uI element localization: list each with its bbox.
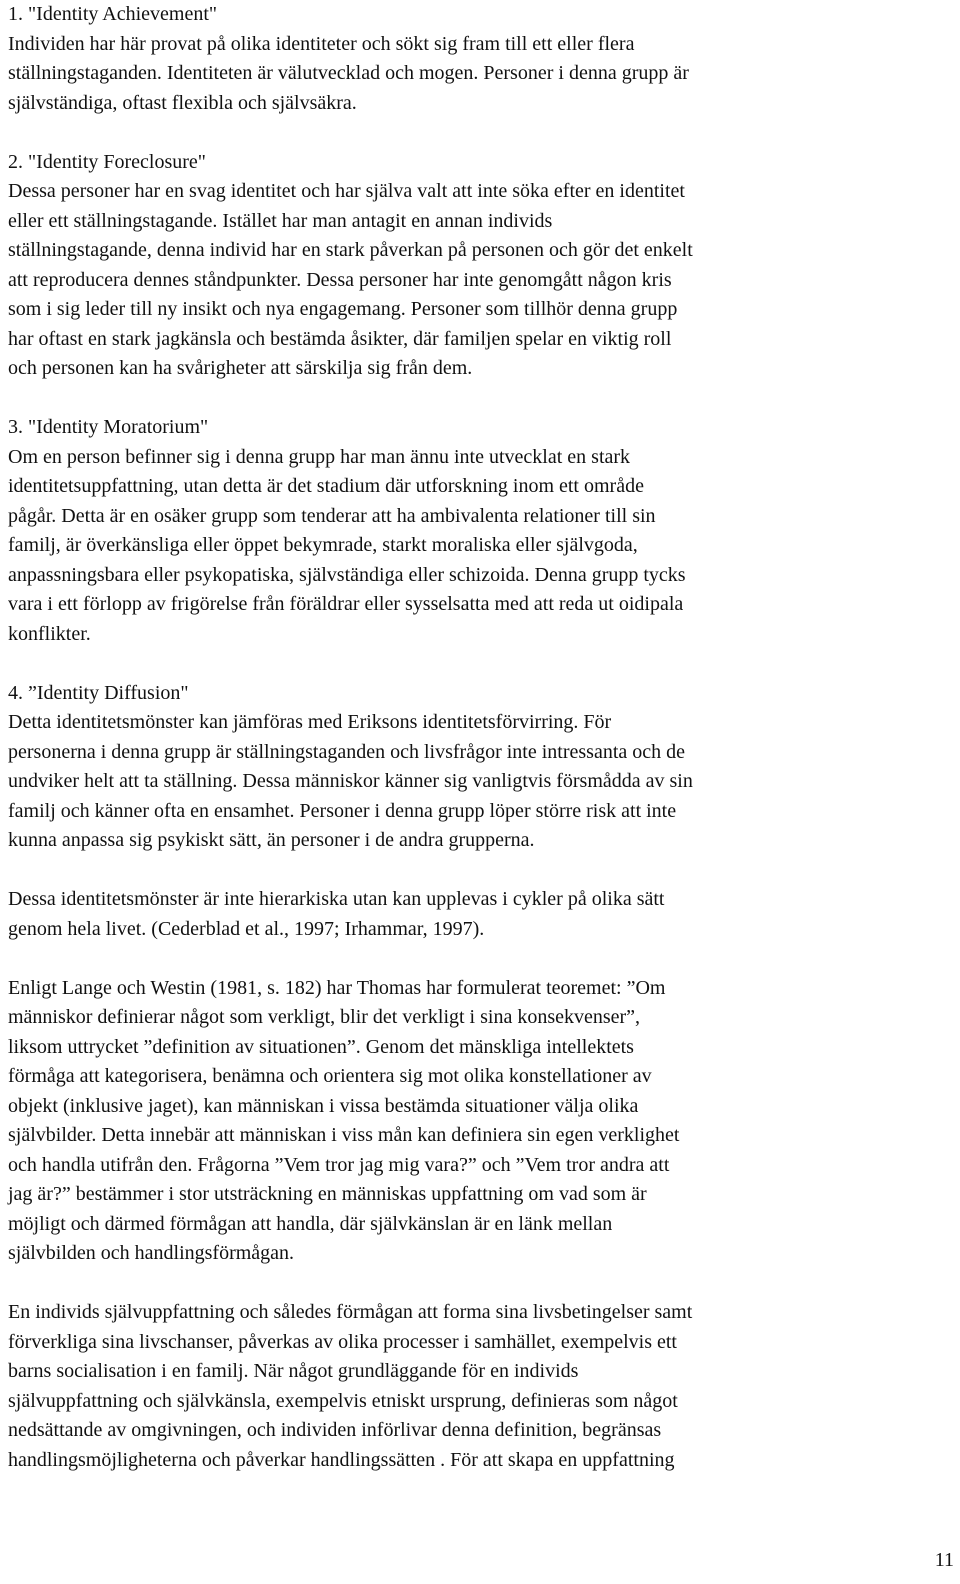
section-identity-achievement <box>8 0 948 118</box>
text-line: liksom uttrycket ”definition av situationen”. Genom det mänskliga intellektets <box>8 1035 634 1058</box>
text-line: förmåga att kategorisera, benämna och orientera sig mot olika konstellationer av <box>8 1065 652 1087</box>
text-line: konflikter. <box>8 622 91 645</box>
paragraph-gap <box>8 118 948 148</box>
text-line: vara i ett förlopp av frigörelse från föräldrar eller sysselsatta med att reda ut oidipala <box>8 593 684 615</box>
text-line: kunna anpassa sig psykiskt sätt, än personer i de andra grupperna. <box>8 829 535 851</box>
text-line: och personen kan ha svårigheter att särskilja sig från dem. <box>8 357 473 379</box>
text-line: En individs självuppfattning och således förmågan att forma sina livsbetingelser samt <box>8 1301 693 1323</box>
section-identity-diffusion <box>8 679 948 856</box>
text-line: självbilden och handlingsförmågan. <box>8 1242 295 1264</box>
text-line: självbilder. Detta innebär att människan i viss mån kan definiera sin egen verklighet <box>8 1124 680 1146</box>
document-page <box>8 0 948 1475</box>
section-heading: 3. "Identity Moratorium" <box>8 416 209 438</box>
text-line: identitetsuppfattning, utan detta är det stadium där utforskning inom ett område <box>8 475 644 497</box>
text-line: pågår. Detta är en osäker grupp som tenderar att ha ambivalenta relationer till sin <box>8 504 656 527</box>
text-line: Om en person befinner sig i denna grupp har man ännu inte utvecklat en stark <box>8 445 631 468</box>
text-line: eller ett ställningstagande. Istället har man antagit en annan individs <box>8 209 553 232</box>
text-line: har oftast en stark jagkänsla och bestämda åsikter, där familjen spelar en viktig roll <box>8 327 672 350</box>
section-heading: 2. "Identity Foreclosure" <box>8 150 206 173</box>
text-line: Enligt Lange och Westin (1981, s. 182) har Thomas har formulerat teoremet: ”Om <box>8 976 666 999</box>
paragraph-gap <box>8 1269 948 1299</box>
text-line: förverkliga sina livschanser, påverkas av olika processer i samhället, exempelvis ett <box>8 1330 677 1353</box>
text-line: Dessa identitetsmönster är inte hierarkiska utan kan upplevas i cykler på olika sätt <box>8 888 665 910</box>
section-heading: 1. "Identity Achievement" <box>8 3 218 25</box>
text-line: människor definierar något som verkligt, blir det verkligt i sina konsekvenser”, <box>8 1006 641 1028</box>
text-line: familj, är överkänsliga eller öppet bekymrade, starkt moraliska eller självgoda, <box>8 534 638 556</box>
paragraph-gap <box>8 944 948 974</box>
text-line: och handla utifrån den. Frågorna ”Vem tror jag mig vara?” och ”Vem tror andra att <box>8 1153 670 1176</box>
paragraph-thomas-theorem <box>8 974 948 1269</box>
section-heading: 4. ”Identity Diffusion" <box>8 681 189 704</box>
paragraph-self-perception <box>8 1298 948 1475</box>
text-line: Detta identitetsmönster kan jämföras med Eriksons identitetsförvirring. För <box>8 711 612 733</box>
text-line: Dessa personer har en svag identitet och har själva valt att inte söka efter en identitet <box>8 180 685 202</box>
text-line: att reproducera dennes ståndpunkter. Dessa personer har inte genomgått någon kris <box>8 268 672 291</box>
paragraph-cycles <box>8 885 948 944</box>
text-line: ställningstagande, denna individ har en stark påverkan på personen och gör det enkelt <box>8 239 693 261</box>
paragraph-gap <box>8 856 948 886</box>
text-line: självuppfattning och självkänsla, exempelvis etniskt ursprung, definieras som något <box>8 1389 678 1412</box>
text-line: objekt (inklusive jaget), kan människan i vissa bestämda situationer välja olika <box>8 1094 639 1117</box>
paragraph-gap <box>8 649 948 679</box>
text-line: som i sig leder till ny insikt och nya engagemang. Personer som tillhör denna grupp <box>8 298 678 320</box>
text-line: undviker helt att ta ställning. Dessa människor känner sig vanligtvis försmådda av sin <box>8 770 693 792</box>
text-line: nedsättande av omgivningen, och individen införlivar denna definition, begränsas <box>8 1419 662 1441</box>
section-identity-moratorium <box>8 413 948 649</box>
page-number: 11 <box>934 1549 954 1571</box>
text-line: familj och känner ofta en ensamhet. Personer i denna grupp löper större risk att inte <box>8 799 677 822</box>
text-line: möjligt och därmed förmågan att handla, där självkänslan är en länk mellan <box>8 1212 613 1235</box>
text-line: barns socialisation i en familj. När något grundläggande för en individs <box>8 1360 579 1382</box>
text-line: ställningstaganden. Identiteten är välutvecklad och mogen. Personer i denna grupp är <box>8 62 689 84</box>
text-line: genom hela livet. (Cederblad et al., 1997; Irhammar, 1997). <box>8 917 485 940</box>
paragraph-gap <box>8 384 948 414</box>
text-line: anpassningsbara eller psykopatiska, självständiga eller schizoida. Denna grupp tycks <box>8 563 686 586</box>
text-line: självständiga, oftast flexibla och självsäkra. <box>8 91 357 114</box>
text-line: personerna i denna grupp är ställningstaganden och livsfrågor inte intressanta och de <box>8 740 686 763</box>
section-identity-foreclosure <box>8 148 948 384</box>
text-line: handlingsmöjligheterna och påverkar handlingssätten . För att skapa en uppfattning <box>8 1448 675 1471</box>
text-line: Individen har här provat på olika identiteter och sökt sig fram till ett eller flera <box>8 32 635 55</box>
text-line: jag är?” bestämmer i stor utsträckning en människas uppfattning om vad som är <box>8 1183 647 1205</box>
